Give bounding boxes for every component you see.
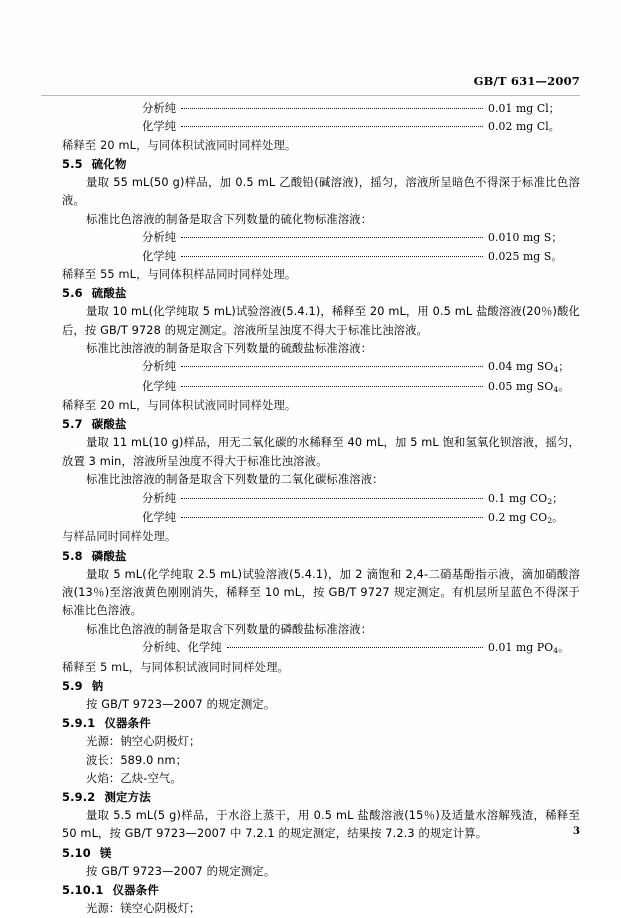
condition-item: 波长：589.0 nm； [86, 753, 188, 767]
section-paragraph: 量取 11 mL(10 g)样品，用无二氧化碳的水稀释至 40 mL，加 5 mL 饱和氢氧化钡溶液，摇匀，放置 3 min，溶液所呈浊度不得大于标准比浊溶液。 [62, 436, 580, 468]
leader-dots [181, 100, 483, 112]
leader-value: 0.02 mg Cl。 [488, 120, 560, 134]
section-number: 5.8 [62, 548, 83, 563]
leader-label: 化学纯 [142, 379, 177, 393]
leader-row [62, 490, 580, 509]
section-paragraph: 量取 5 mL(化学纯取 2.5 mL)试验溶液(5.4.1)，加 2 滴饱和 2,4-二硝基酚指示液，滴加硝酸溶液(13％)至溶液黄色刚刚消失，稀释至 10 mL，按 GB/T 9727 规定测定。有机层所呈蓝色不得深于标准比色溶液。 [62, 567, 580, 618]
closing-text: 稀释至 5 mL，与同体积试液同时同样处理。 [62, 660, 290, 674]
leader-label: 化学纯 [142, 510, 177, 524]
leader-value: 0.05 mg $SO_4$。 [488, 379, 570, 394]
leader-label: 化学纯 [142, 249, 177, 263]
section-number: 5.10.1 [62, 883, 104, 898]
section-heading-5-9-2 [62, 788, 580, 807]
header-divider [41, 95, 580, 96]
leader-dots [181, 118, 483, 130]
section-number: 5.7 [62, 417, 83, 432]
section-paragraph: 标准比浊溶液的制备是取含下列数量的硫酸盐标准溶液： [86, 342, 373, 356]
leader-dots [181, 248, 483, 260]
leader-value: 0.04 mg $SO_4$； [488, 360, 570, 375]
section-heading-5-8 [62, 547, 580, 566]
section-paragraph: 量取 5.5 mL(5 g)样品，于水浴上蒸干，用 0.5 mL 盐酸溶液(15％)及适量水溶解残渣，稀释至 50 mL，按 GB/T 9723—2007 中 7.2.1 的规定测定，结果按 7.2.3 的规定计算。 [62, 809, 580, 841]
section-title: 碳酸盐 [91, 417, 127, 432]
closing-text: 稀释至 55 mL，与同体积样品同时同样处理。 [62, 267, 297, 281]
leader-row [62, 100, 580, 118]
document-body [62, 100, 580, 918]
section-heading-5-10 [62, 844, 580, 863]
leader-dots [181, 490, 483, 502]
leader-dots [227, 639, 483, 651]
section-title: 硫酸盐 [91, 286, 127, 301]
section-number: 5.9.2 [62, 790, 96, 804]
section-paragraph: 标准比色溶液的制备是取含下列数量的硫化物标准溶液： [86, 212, 373, 226]
section-number: 5.9.1 [62, 716, 96, 731]
page-footer [41, 826, 580, 844]
section-title: 镁 [99, 845, 112, 860]
section-paragraph: 标准比浊溶液的制备是取含下列数量的二氧化碳标准溶液： [86, 473, 384, 487]
leader-dots [181, 378, 483, 390]
leader-value: 0.010 mg S； [488, 231, 563, 245]
section-heading-5-7 [62, 415, 580, 434]
section-heading-5-9-1 [62, 714, 580, 733]
section-paragraph: 量取 55 mL(50 g)样品，加 0.5 mL 乙酸铅(碱溶液)，摇匀，溶液所呈暗色不得深于标准比色溶液。 [62, 176, 580, 208]
section-number: 5.9 [62, 678, 83, 693]
leader-label: 分析纯 [142, 231, 177, 245]
leader-value: 0.1 mg $CO_2$； [488, 491, 564, 506]
condition-item: 火焰：乙炔-空气。 [86, 771, 182, 785]
leader-group-chloride [62, 100, 580, 137]
leader-row [62, 639, 580, 658]
leader-row [62, 248, 580, 266]
section-title: 测定方法 [104, 790, 151, 804]
section-paragraph: 标准比色溶液的制备是取含下列数量的磷酸盐标准溶液： [86, 622, 373, 636]
leader-row [62, 229, 580, 247]
section-heading-5-9 [62, 677, 580, 696]
standard-number: GB/T 631—2007 [473, 74, 580, 88]
leader-dots [181, 229, 483, 241]
leader-row [62, 509, 580, 528]
page-header [41, 74, 580, 96]
section-title: 仪器条件 [112, 883, 159, 898]
section-heading-5-6 [62, 284, 580, 303]
leader-value: 0.2 mg $CO_2$。 [488, 510, 564, 525]
leader-label: 分析纯 [142, 491, 177, 505]
leader-value: 0.01 mg $PO_4$。 [488, 641, 570, 656]
section-number: 5.10 [62, 845, 91, 860]
condition-item: 光源：钠空心阴极灯； [86, 735, 201, 749]
closing-text: 稀释至 20 mL，与同体积试液同时同样处理。 [62, 399, 297, 413]
leader-row [62, 118, 580, 136]
closing-text: 稀释至 20 mL，与同体积试液同时同样处理。 [62, 138, 297, 152]
section-title: 仪器条件 [104, 716, 151, 731]
condition-item: 光源：镁空心阴极灯； [86, 902, 201, 916]
section-number: 5.5 [62, 157, 83, 171]
section-title: 硫化物 [91, 157, 127, 171]
leader-label: 分析纯 [142, 360, 177, 374]
closing-text: 与样品同时同样处理。 [62, 530, 177, 544]
section-paragraph: 按 GB/T 9723—2007 的规定测定。 [86, 697, 276, 711]
leader-label: 分析纯 [142, 102, 177, 115]
section-paragraph: 按 GB/T 9723—2007 的规定测定。 [86, 864, 276, 878]
leader-dots [181, 358, 483, 370]
leader-dots [181, 509, 483, 521]
section-number: 5.6 [62, 286, 83, 301]
section-heading-5-5 [62, 155, 580, 174]
section-title: 磷酸盐 [91, 548, 127, 563]
page-number: 3 [573, 826, 580, 837]
leader-value: 0.025 mg S。 [488, 249, 563, 263]
leader-row [62, 358, 580, 377]
leader-label: 化学纯 [142, 120, 177, 134]
section-title: 钠 [91, 678, 104, 693]
section-paragraph: 量取 10 mL(化学纯取 5 mL)试验溶液(5.4.1)，稀释至 20 mL，用 0.5 mL 盐酸溶液(20％)酸化后，按 GB/T 9728 的规定测定。溶液所呈浊度不得大于标准比浊溶液。 [62, 305, 580, 337]
leader-row [62, 378, 580, 397]
leader-label: 分析纯、化学纯 [142, 641, 222, 655]
leader-value: 0.01 mg Cl； [488, 102, 560, 115]
section-heading-5-10-1 [62, 881, 580, 900]
